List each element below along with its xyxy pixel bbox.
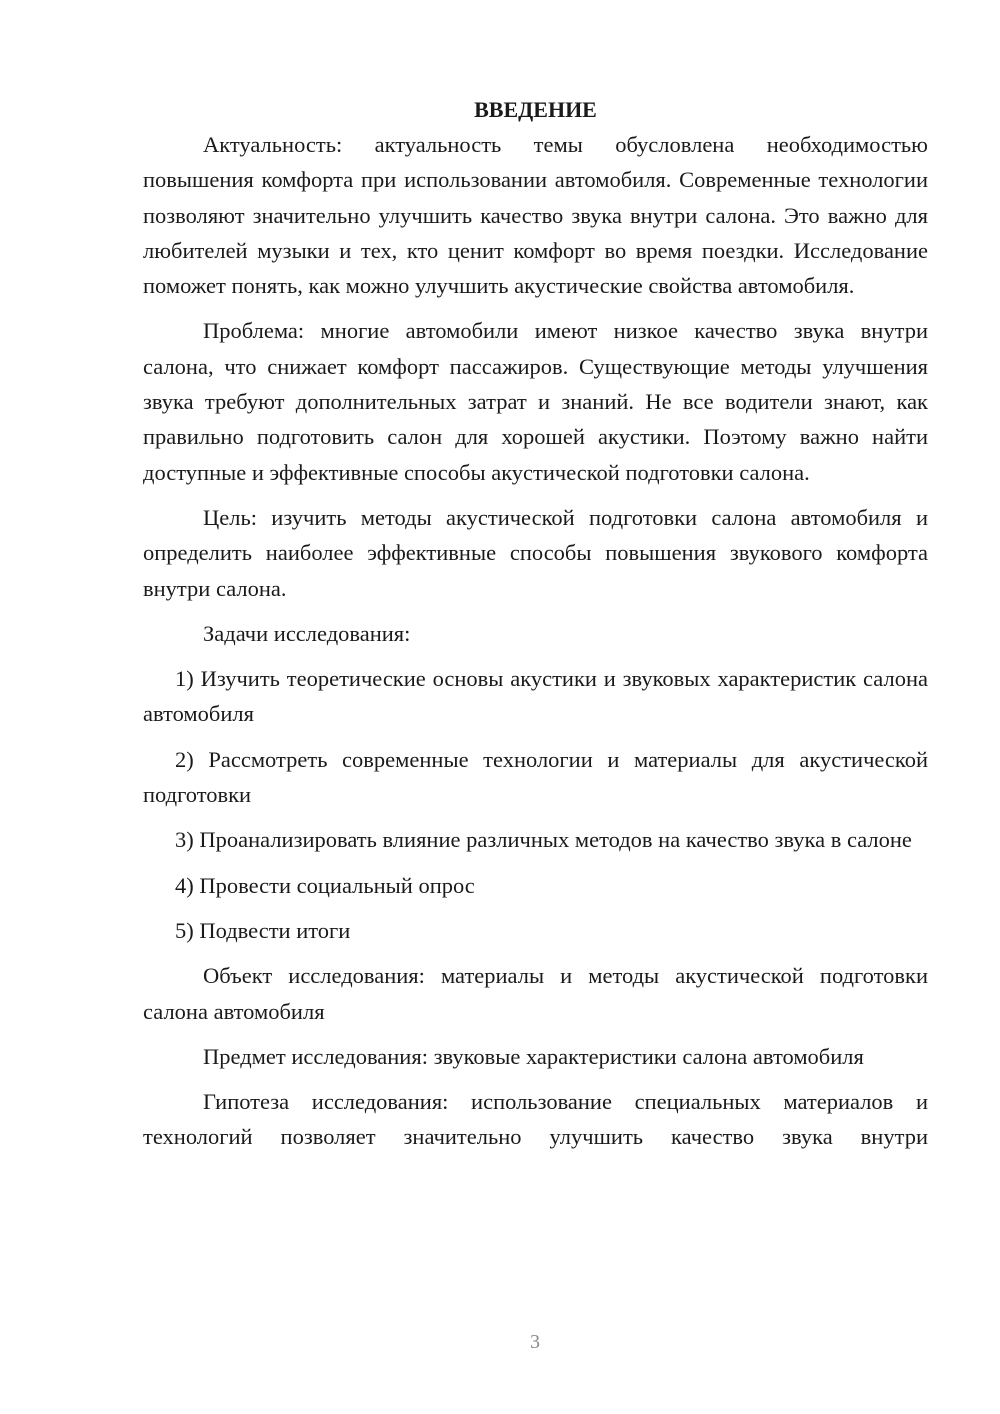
task-item-1: 1) Изучить теоретические основы акустики и звуковых характеристик салона автомобиля (143, 666, 928, 727)
task-item-3: 3) Проанализировать влияние различных методов на качество звука в салоне (175, 827, 912, 853)
section-title: ВВЕДЕНИЕ (474, 97, 597, 122)
paragraph-goal: Цель: изучить методы акустической подготовки салона автомобиля и определить наиболее эффективные способы повышения звукового комфорта внутри салона. (143, 504, 928, 601)
task-item-5: 5) Подвести итоги (175, 917, 351, 943)
page-number: 3 (530, 1331, 540, 1353)
task-item-2: 2) Рассмотреть современные технологии и материалы для акустической подготовки (143, 746, 928, 808)
paragraph-object: Объект исследования: материалы и методы акустической подготовки салона автомобиля (143, 963, 928, 1024)
paragraph-subject: Предмет исследования: звуковые характеристики салона автомобиля (203, 1043, 864, 1069)
paragraph-hypothesis: Гипотеза исследования: использование специальных материалов и технологий позволяет значительно улучшить качество звука внутри (143, 1089, 928, 1150)
paragraph-relevance: Актуальность: актуальность темы обусловлена необходимостью повышения комфорта при использовании автомобиля. Современные технологии позволяют значительно улучшить качество звука внутри салона. Это важно для любителей музыки и тех, кто ценит комфорт во время поездки. Исследование поможет понять, как можно улучшить акустические свойства автомобиля. (143, 132, 928, 299)
paragraph-tasks-heading: Задачи исследования: (203, 620, 411, 646)
task-item-4: 4) Провести социальный опрос (175, 872, 475, 898)
page-content (143, 92, 928, 1155)
paragraph-problem: Проблема: многие автомобили имеют низкое качество звука внутри салона, что снижает комфорт пассажиров. Существующие методы улучшения звука требуют дополнительных затрат и знаний. Не все водители знают, как правильно подготовить салон для хорошей акустики. Поэтому важно найти доступные и эффективные способы акустической подготовки салона. (143, 318, 928, 485)
